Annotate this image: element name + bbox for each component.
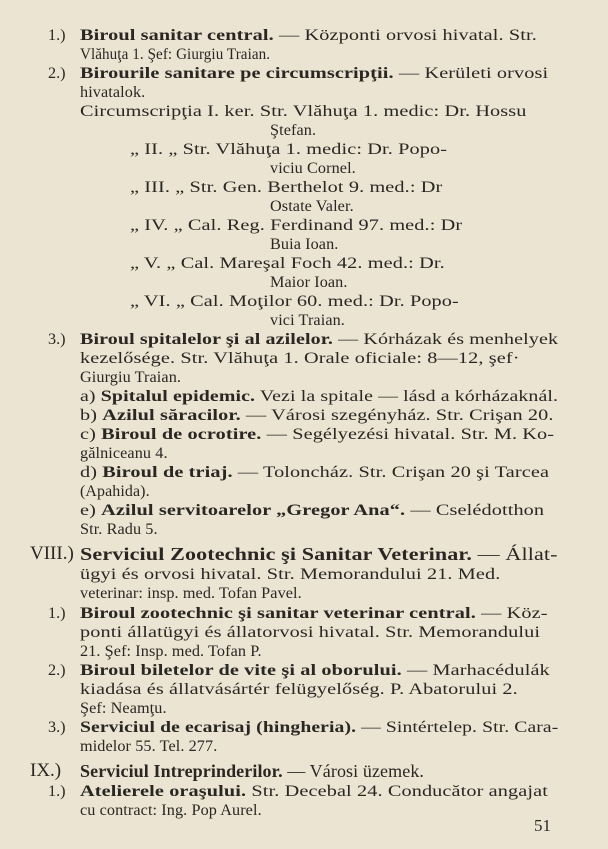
text-line xyxy=(270,159,356,177)
text-line xyxy=(80,406,554,424)
body-text: — Városi üzemek. xyxy=(282,761,425,781)
text-line xyxy=(80,482,150,500)
body-text: — Kerületi orvosi xyxy=(393,64,549,82)
text-line xyxy=(80,680,518,698)
text-line xyxy=(80,368,181,386)
heading-text: Biroul zootechnic şi sanitar veterinar central. xyxy=(80,604,476,622)
body-text: — Városi szegényház. Str. Crişan 20. xyxy=(240,406,554,424)
text-line xyxy=(80,801,262,819)
text-line xyxy=(80,102,527,120)
text-line xyxy=(80,699,167,717)
body-text: kiadása és állatvásártér felügyelőség. P. Abatorului 2. xyxy=(80,680,518,698)
text-line xyxy=(270,311,345,329)
text-line xyxy=(80,45,270,63)
body-text: — Kórházak és menhelyek xyxy=(333,330,559,348)
heading-text: Spitalul epidemic. xyxy=(100,387,256,405)
section-number: IX.) xyxy=(30,760,62,781)
text-line xyxy=(130,140,447,158)
body-text: d) xyxy=(80,463,103,481)
section-number: VIII.) xyxy=(30,543,74,564)
item-number: 1.) xyxy=(48,604,66,622)
text-line xyxy=(270,197,354,215)
body-text: ponti állatügyi és állatorvosi hivatal. Str. Memorandului xyxy=(80,623,541,641)
body-text: — Toloncház. Str. Crişan 20 şi Tarcea xyxy=(232,463,550,481)
body-text: Vezi la spitale — lásd a kórházaknál. xyxy=(255,387,559,405)
text-line xyxy=(80,623,540,641)
text-line xyxy=(80,737,217,755)
body-text: b) xyxy=(80,406,103,424)
body-text: Str. Radu 5. xyxy=(80,520,158,538)
body-text: (Apahida). xyxy=(80,482,150,500)
text-line xyxy=(80,330,558,348)
heading-text: Birourile sanitare pe circumscripţii. xyxy=(80,64,394,82)
text-line xyxy=(130,178,442,196)
text-line xyxy=(270,273,348,291)
body-text: 21. Şef: Insp. med. Tofan P. xyxy=(80,642,262,660)
heading-text: Biroul biletelor de vite şi al oborului. xyxy=(80,661,402,679)
text-line xyxy=(80,520,158,538)
text-line xyxy=(80,661,550,679)
item-number: 1.) xyxy=(48,26,66,44)
item-number: 1.) xyxy=(48,782,66,800)
text-line xyxy=(80,604,548,622)
body-text: — Sintértelep. Str. Cara- xyxy=(356,718,559,736)
text-line xyxy=(80,584,302,602)
body-text: cu contract: Ing. Pop Aurel. xyxy=(80,801,262,819)
text-line xyxy=(80,83,145,101)
body-text: midelor 55. Tel. 277. xyxy=(80,737,218,755)
body-text: — Segélyezési hivatal. Str. M. Ko- xyxy=(261,425,555,443)
text-line xyxy=(130,254,445,272)
body-text: — Állat- xyxy=(471,544,558,564)
text-line xyxy=(80,444,168,462)
body-text: Str. Decebal 24. Conducător angajat xyxy=(246,782,548,800)
item-number: 2.) xyxy=(48,661,66,679)
body-text: viciu Cornel. xyxy=(270,159,356,177)
body-text: „ VI. „ Cal. Moţilor 60. med.: Dr. Popo- xyxy=(130,292,459,310)
text-line xyxy=(80,349,520,367)
text-line xyxy=(80,463,549,481)
text-line xyxy=(80,782,548,800)
heading-text: Azilul servitoarelor „Gregor Ana“. xyxy=(101,501,406,519)
text-line xyxy=(130,216,462,234)
text-line xyxy=(270,121,316,139)
body-text: — Marhacédulák xyxy=(401,661,550,679)
text-line xyxy=(80,545,558,563)
heading-text: Serviciul de ecarisaj (hingheria). xyxy=(80,718,357,736)
body-text: Giurgiu Traian. xyxy=(80,368,182,386)
body-text: — Központi orvosi hivatal. Str. xyxy=(273,26,537,44)
text-line xyxy=(80,26,537,44)
heading-text: Serviciul Intreprinderilor. xyxy=(80,761,283,781)
body-text: kezelősége. Str. Vlăhuţa 1. Orale oficiale: 8—12, şef· xyxy=(80,349,520,367)
body-text: a) xyxy=(80,387,101,405)
heading-text: Serviciul Zootechnic şi Sanitar Veterinar. xyxy=(80,544,472,564)
body-text: hivatalok. xyxy=(80,83,146,101)
body-text: „ IV. „ Cal. Reg. Ferdinand 97. med.: Dr xyxy=(130,216,463,234)
heading-text: Azilul săracilor. xyxy=(102,406,241,424)
text-line xyxy=(80,565,500,583)
text-line xyxy=(80,501,544,519)
text-line xyxy=(80,642,262,660)
body-text: e) xyxy=(80,501,102,519)
body-text: Ostate Valer. xyxy=(270,197,354,215)
heading-text: Biroul de ocrotire. xyxy=(101,425,262,443)
body-text: Circumscripţia I. ker. Str. Vlăhuţa 1. medic: Dr. Hossu xyxy=(80,102,527,120)
body-text: vici Traian. xyxy=(270,311,345,329)
text-line xyxy=(80,387,558,405)
text-line xyxy=(80,64,548,82)
text-line xyxy=(80,718,558,736)
page-number: 51 xyxy=(534,816,551,835)
body-text: veterinar: insp. med. Tofan Pavel. xyxy=(80,584,302,602)
body-text: — Köz- xyxy=(475,604,548,622)
body-text: c) xyxy=(80,425,102,443)
heading-text: Biroul spitalelor şi al azilelor. xyxy=(80,330,334,348)
body-text: „ III. „ Str. Gen. Berthelot 9. med.: Dr xyxy=(130,178,443,196)
body-text: — Cselédotthon xyxy=(405,501,545,519)
heading-text: Atelierele oraşului. xyxy=(80,782,247,800)
body-text: ügyi és orvosi hivatal. Str. Memorandului 21. Med. xyxy=(80,565,501,583)
text-line xyxy=(130,292,459,310)
body-text: Vlăhuţa 1. Şef: Giurgiu Traian. xyxy=(80,45,271,63)
body-text: Ştefan. xyxy=(270,121,317,139)
body-text: gălniceanu 4. xyxy=(80,444,168,462)
text-line xyxy=(270,235,338,253)
heading-text: Biroul sanitar central. xyxy=(80,26,274,44)
item-number: 2.) xyxy=(48,64,66,82)
item-number: 3.) xyxy=(48,330,66,348)
text-line xyxy=(80,762,424,780)
body-text: „ V. „ Cal. Mareşal Foch 42. med.: Dr. xyxy=(130,254,445,272)
body-text: „ II. „ Str. Vlăhuţa 1. medic: Dr. Popo- xyxy=(130,140,448,158)
body-text: Maior Ioan. xyxy=(270,273,348,291)
text-line xyxy=(80,425,554,443)
heading-text: Biroul de triaj. xyxy=(102,463,233,481)
item-number: 3.) xyxy=(48,718,66,736)
body-text: Şef: Neamţu. xyxy=(80,699,167,717)
body-text: Buia Ioan. xyxy=(270,235,339,253)
